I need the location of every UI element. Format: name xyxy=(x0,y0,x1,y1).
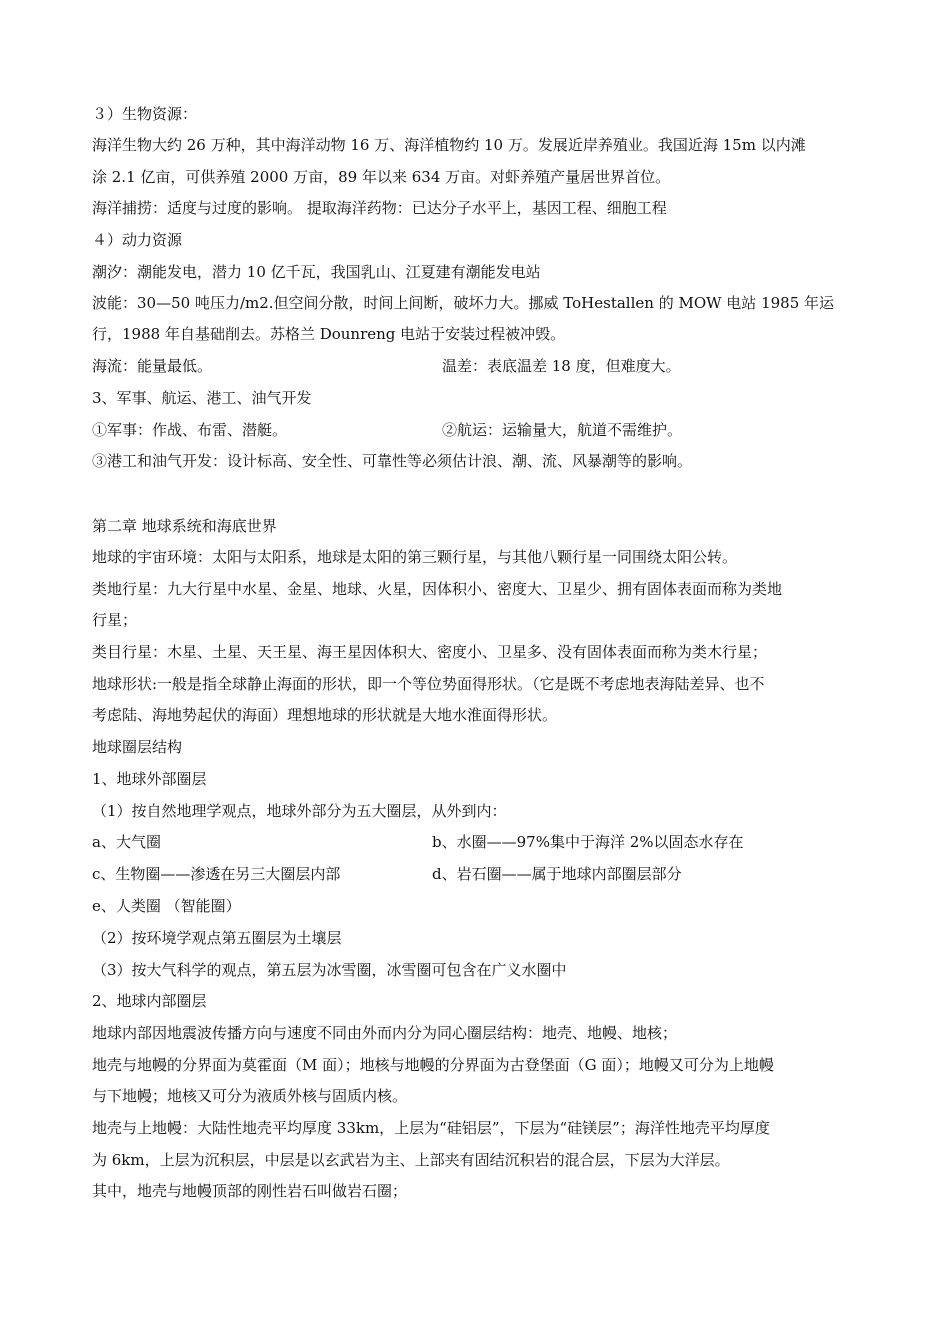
text-line: 与下地幔；地核又可分为液质外核与固质内核。 xyxy=(92,1087,408,1105)
text-line: （1）按自然地理学观点，地球外部分为五大圈层，从外到内： xyxy=(92,802,507,820)
text-line-col2: ②航运：运输量大，航道不需维护。 xyxy=(442,421,683,439)
heading-sphere-structure: 地球圈层结构 xyxy=(92,738,183,756)
heading-military: 3、军事、航运、港工、油气开发 xyxy=(92,389,312,407)
text-line: ③港工和油气开发：设计标高、安全性、可靠性等必须估计浪、潮、流、风暴潮等的影响。 xyxy=(92,452,693,470)
heading-bio-resources: ３）生物资源： xyxy=(92,105,198,123)
text-line: 波能：30—50 吨压力/m2.但空间分散，时间上间断，破坏力大。挪威 ToHestallen 的 MOW 电站 1985 年运 xyxy=(92,294,835,312)
text-line: 地球形状:一般是指全球静止海面的形状，即一个等位势面得形状。（它是既不考虑地表海陆差异、也不 xyxy=(92,675,765,693)
text-line: 类地行星：九大行星中水星、金星、地球、火星，因体积小、密度大、卫星少、拥有固体表面而称为类地 xyxy=(92,580,783,598)
text-line: 地球的宇宙环境：太阳与太阳系，地球是太阳的第三颗行星，与其他八颗行星一同围绕太阳公转。 xyxy=(92,548,738,566)
text-line: e、人类圈 （智能圈） xyxy=(92,897,241,915)
text-line-col2: 温差：表底温差 18 度，但难度大。 xyxy=(442,357,681,375)
text-line: 海洋捕捞：适度与过度的影响。 提取海洋药物：已达分子水平上，基因工程、细胞工程 xyxy=(92,199,667,217)
text-line: 行星； xyxy=(92,611,138,629)
text-line: 为 6km，上层为沉积层，中层是以玄武岩为主、上部夹有固结沉积岩的混合层，下层为大洋层。 xyxy=(92,1151,730,1169)
chapter-title: 第二章 地球系统和海底世界 xyxy=(92,517,277,535)
text-line: 行，1988 年自基础削去。苏格兰 Dounreng 电站于安装过程被冲毁。 xyxy=(92,325,566,343)
text-line: a、大气圈 xyxy=(92,833,161,851)
heading-power-resources: ４）动力资源 xyxy=(92,231,183,249)
text-line: 地球内部因地震波传播方向与速度不同由外而内分为同心圈层结构：地壳、地幔、地核； xyxy=(92,1024,678,1042)
heading-outer-spheres: 1、地球外部圈层 xyxy=(92,770,207,788)
text-line: ①军事：作战、布雷、潜艇。 xyxy=(92,421,288,439)
text-line: 考虑陆、海地势起伏的海面）理想地球的形状就是大地水淮面得形状。 xyxy=(92,706,558,724)
text-line: c、生物圈——渗透在另三大圈层内部 xyxy=(92,865,341,883)
text-line-col2: d、岩石圈——属于地球内部圈层部分 xyxy=(432,865,682,883)
text-line-col2: b、水圈——97%集中于海洋 2%以固态水存在 xyxy=(432,833,744,851)
text-line: 潮汐：潮能发电，潜力 10 亿千瓦，我国乳山、江夏建有潮能发电站 xyxy=(92,263,541,281)
text-line: （3）按大气科学的观点，第五层为冰雪圈，冰雪圈可包含在广义水圈中 xyxy=(92,961,567,979)
text-line: 地壳与上地幔：大陆性地壳平均厚度 33km，上层为“硅铝层”，下层为“硅镁层”；海洋性地壳平均厚度 xyxy=(92,1119,770,1137)
text-line: 海洋生物大约 26 万种，其中海洋动物 16 万、海洋植物约 10 万。发展近岸养殖业。我国近海 15m 以内滩 xyxy=(92,136,806,154)
heading-inner-spheres: 2、地球内部圈层 xyxy=(92,992,207,1010)
text-line: （2）按环境学观点第五圈层为土壤层 xyxy=(92,929,342,947)
text-line: 涂 2.1 亿亩，可供养殖 2000 万亩，89 年以来 634 万亩。对虾养殖产量居世界首位。 xyxy=(92,168,671,186)
text-line: 其中，地壳与地幔顶部的刚性岩石叫做岩石圈； xyxy=(92,1182,408,1200)
text-line: 地壳与地幔的分界面为莫霍面（M 面）；地核与地幔的分界面为古登堡面（G 面）；地幔又可分为上地幔 xyxy=(92,1056,774,1074)
text-line: 海流：能量最低。 xyxy=(92,357,213,375)
text-line: 类目行星：木星、土星、天王星、海王星因体积大、密度小、卫星多、没有固体表面而称为类木行星； xyxy=(92,643,768,661)
